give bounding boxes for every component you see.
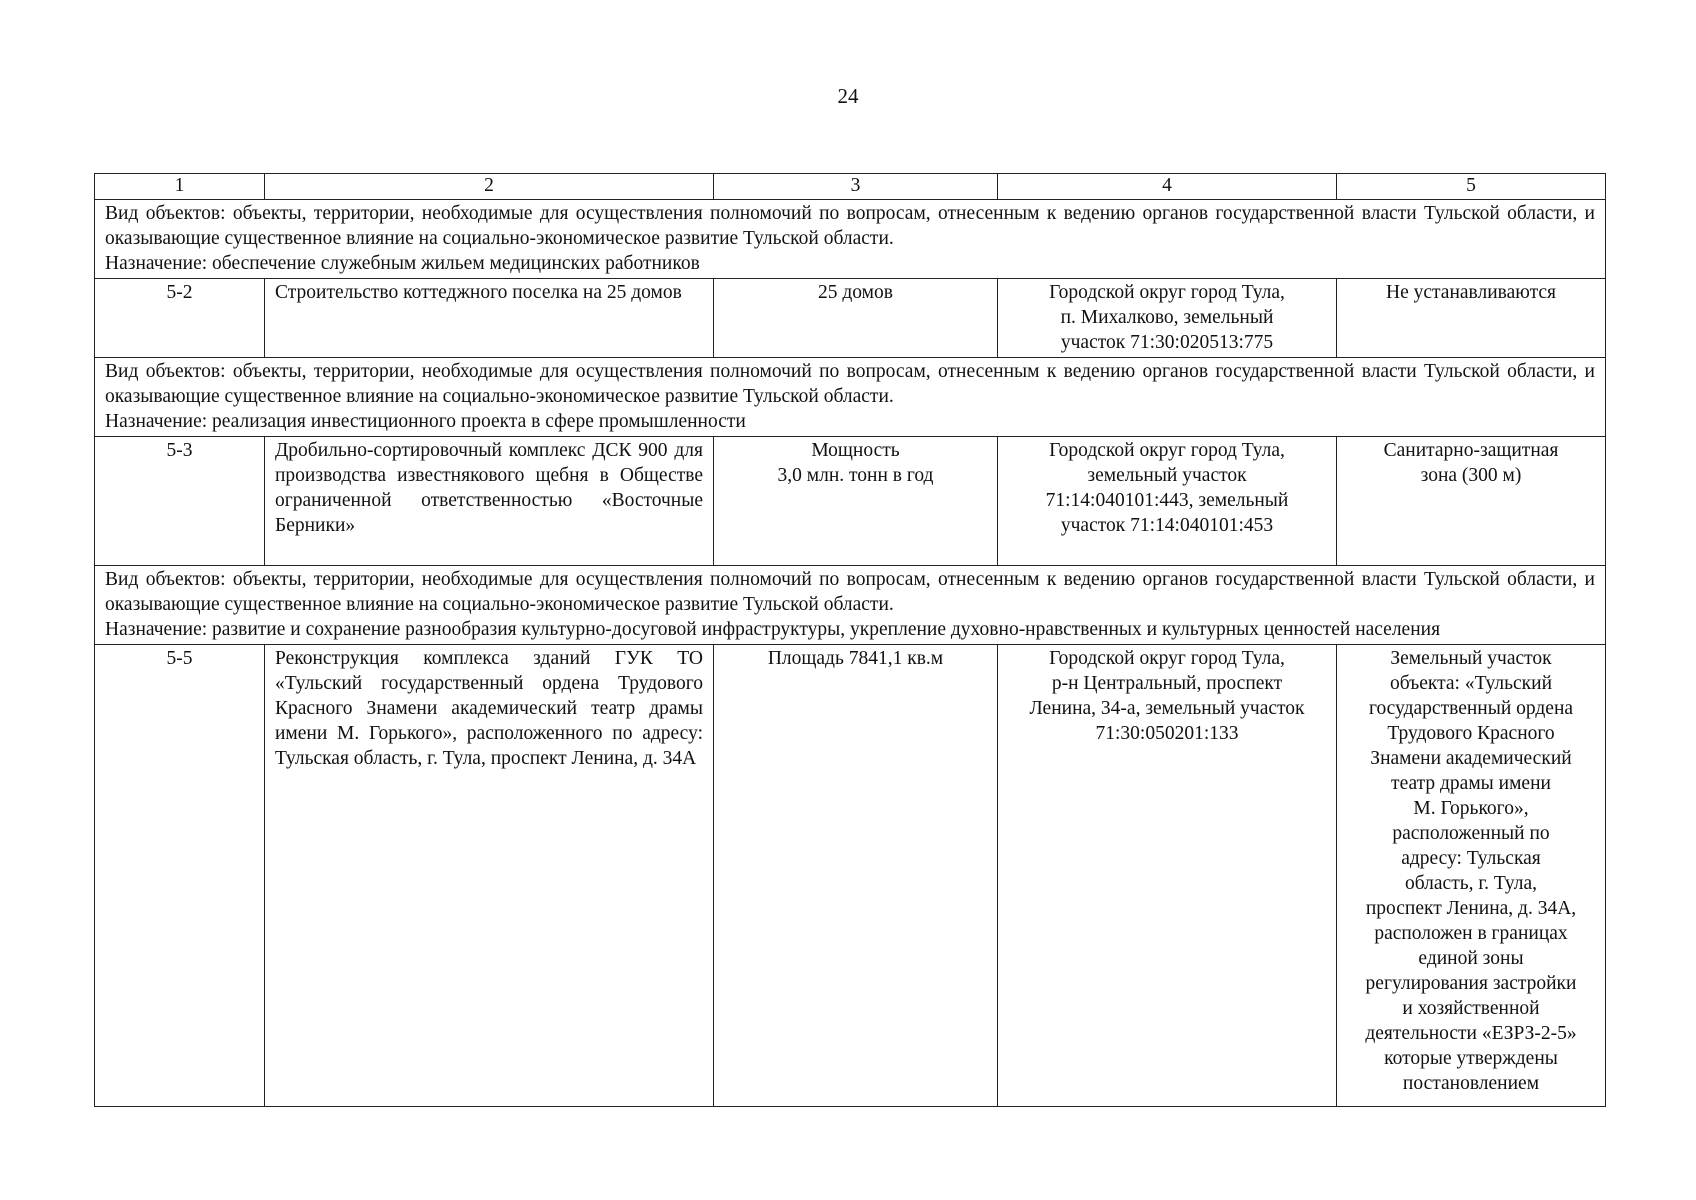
- zone-line: регулирования застройки: [1365, 973, 1577, 994]
- object-type-text: Вид объектов: объекты, территории, необходимые для осуществления полномочий по вопросам, отнесенным к ведению органов государственной власти Тульской области, и оказывающие существенное влияние на социально-экономическое развитие Тульской области.: [105, 569, 1595, 615]
- object-name: Реконструкция комплекса зданий ГУК ТО «Тульский государственный ордена Трудового Красного Знамени академический театр драмы имени М. Горького», расположенного по адресу: Тульская область, г. Тула, проспект Ленина, д. 34А: [265, 645, 714, 1107]
- zone-line: Знамени академический: [1370, 748, 1572, 769]
- section-description: [95, 566, 1606, 645]
- object-location: [998, 279, 1337, 358]
- object-zone: [1337, 279, 1606, 358]
- table-row: [95, 279, 1606, 358]
- table-row: [95, 437, 1606, 566]
- location-line: участок 71:14:040101:453: [1060, 515, 1274, 536]
- object-characteristic: Площадь 7841,1 кв.м: [714, 645, 998, 1107]
- object-type-text: Вид объектов: объекты, территории, необходимые для осуществления полномочий по вопросам, отнесенным к ведению органов государственной власти Тульской области, и оказывающие существенное влияние на социально-экономическое развитие Тульской области.: [105, 361, 1595, 407]
- purpose-text: Назначение: обеспечение служебным жильем медицинских работников: [105, 253, 700, 274]
- location-line: Ленина, 34-а, земельный участок: [1029, 698, 1305, 719]
- zone-line: театр драмы имени: [1391, 773, 1551, 794]
- zone-line: расположен в границах: [1374, 923, 1568, 944]
- section-header: [95, 358, 1606, 437]
- table-row: [95, 645, 1606, 1107]
- column-number: 1: [95, 174, 265, 200]
- zone-line: М. Горького»,: [1413, 798, 1529, 819]
- zone-line: Не устанавливаются: [1386, 282, 1556, 303]
- zone-line: Земельный участок: [1390, 648, 1552, 669]
- row-number: 5-2: [95, 279, 265, 358]
- zone-line: область, г. Тула,: [1404, 873, 1538, 894]
- location-line: участок 71:30:020513:775: [1060, 332, 1274, 353]
- location-line: 71:14:040101:443, земельный: [1045, 490, 1289, 511]
- location-line: земельный участок: [1087, 465, 1247, 486]
- zone-line: адресу: Тульская: [1401, 848, 1541, 869]
- object-location: [998, 645, 1337, 1107]
- location-line: 71:30:050201:133: [1095, 723, 1239, 744]
- object-characteristic: 25 домов: [714, 279, 998, 358]
- section-description: [95, 358, 1606, 437]
- location-line: Городской округ город Тула,: [1049, 282, 1285, 303]
- location-line: р-н Центральный, проспект: [1051, 673, 1283, 694]
- location-line: п. Михалково, земельный: [1060, 307, 1274, 328]
- zone-line: проспект Ленина, д. 34А,: [1365, 898, 1577, 919]
- column-number: 4: [998, 174, 1337, 200]
- section-header: [95, 200, 1606, 279]
- section-description: [95, 200, 1606, 279]
- object-zone: [1337, 645, 1606, 1107]
- object-name: Дробильно-сортировочный комплекс ДСК 900 для производства известнякового щебня в Обществе ограниченной ответственностью «Восточные Берники»: [265, 437, 714, 566]
- column-number: 2: [265, 174, 714, 200]
- row-number: 5-3: [95, 437, 265, 566]
- page-number: 24: [837, 84, 859, 108]
- zone-line: объекта: «Тульский: [1389, 673, 1553, 694]
- zone-line: и хозяйственной: [1402, 998, 1540, 1019]
- zone-line: расположенный по: [1392, 823, 1550, 844]
- zone-line: зона (300 м): [1420, 465, 1522, 486]
- zone-line: государственный ордена: [1368, 698, 1574, 719]
- object-zone: [1337, 437, 1606, 566]
- location-line: Городской округ город Тула,: [1049, 440, 1285, 461]
- objects-table: [94, 173, 1606, 1107]
- location-line: Городской округ город Тула,: [1049, 648, 1285, 669]
- purpose-text: Назначение: реализация инвестиционного проекта в сфере промышленности: [105, 411, 746, 432]
- object-characteristic: [714, 437, 998, 566]
- purpose-text: Назначение: развитие и сохранение разнообразия культурно-досуговой инфраструктуры, укрепление духовно-нравственных и культурных ценностей населения: [105, 619, 1441, 640]
- row-number: 5-5: [95, 645, 265, 1107]
- zone-line: Санитарно-защитная: [1383, 440, 1559, 461]
- column-number: 5: [1337, 174, 1606, 200]
- zone-line: единой зоны: [1418, 948, 1524, 969]
- object-location: [998, 437, 1337, 566]
- zone-line: которые утверждены: [1384, 1048, 1558, 1069]
- zone-line: постановлением: [1402, 1073, 1540, 1094]
- zone-line: деятельности «ЕЗРЗ-2-5»: [1365, 1023, 1577, 1044]
- column-number-row: [95, 174, 1606, 200]
- object-type-text: Вид объектов: объекты, территории, необходимые для осуществления полномочий по вопросам, отнесенным к ведению органов государственной власти Тульской области, и оказывающие существенное влияние на социально-экономическое развитие Тульской области.: [105, 203, 1595, 249]
- object-name: Строительство коттеджного поселка на 25 домов: [265, 279, 714, 358]
- zone-line: Трудового Красного: [1387, 723, 1555, 744]
- characteristic-line: 3,0 млн. тонн в год: [777, 465, 934, 486]
- column-number: 3: [714, 174, 998, 200]
- section-header: [95, 566, 1606, 645]
- characteristic-line: Мощность: [811, 440, 900, 461]
